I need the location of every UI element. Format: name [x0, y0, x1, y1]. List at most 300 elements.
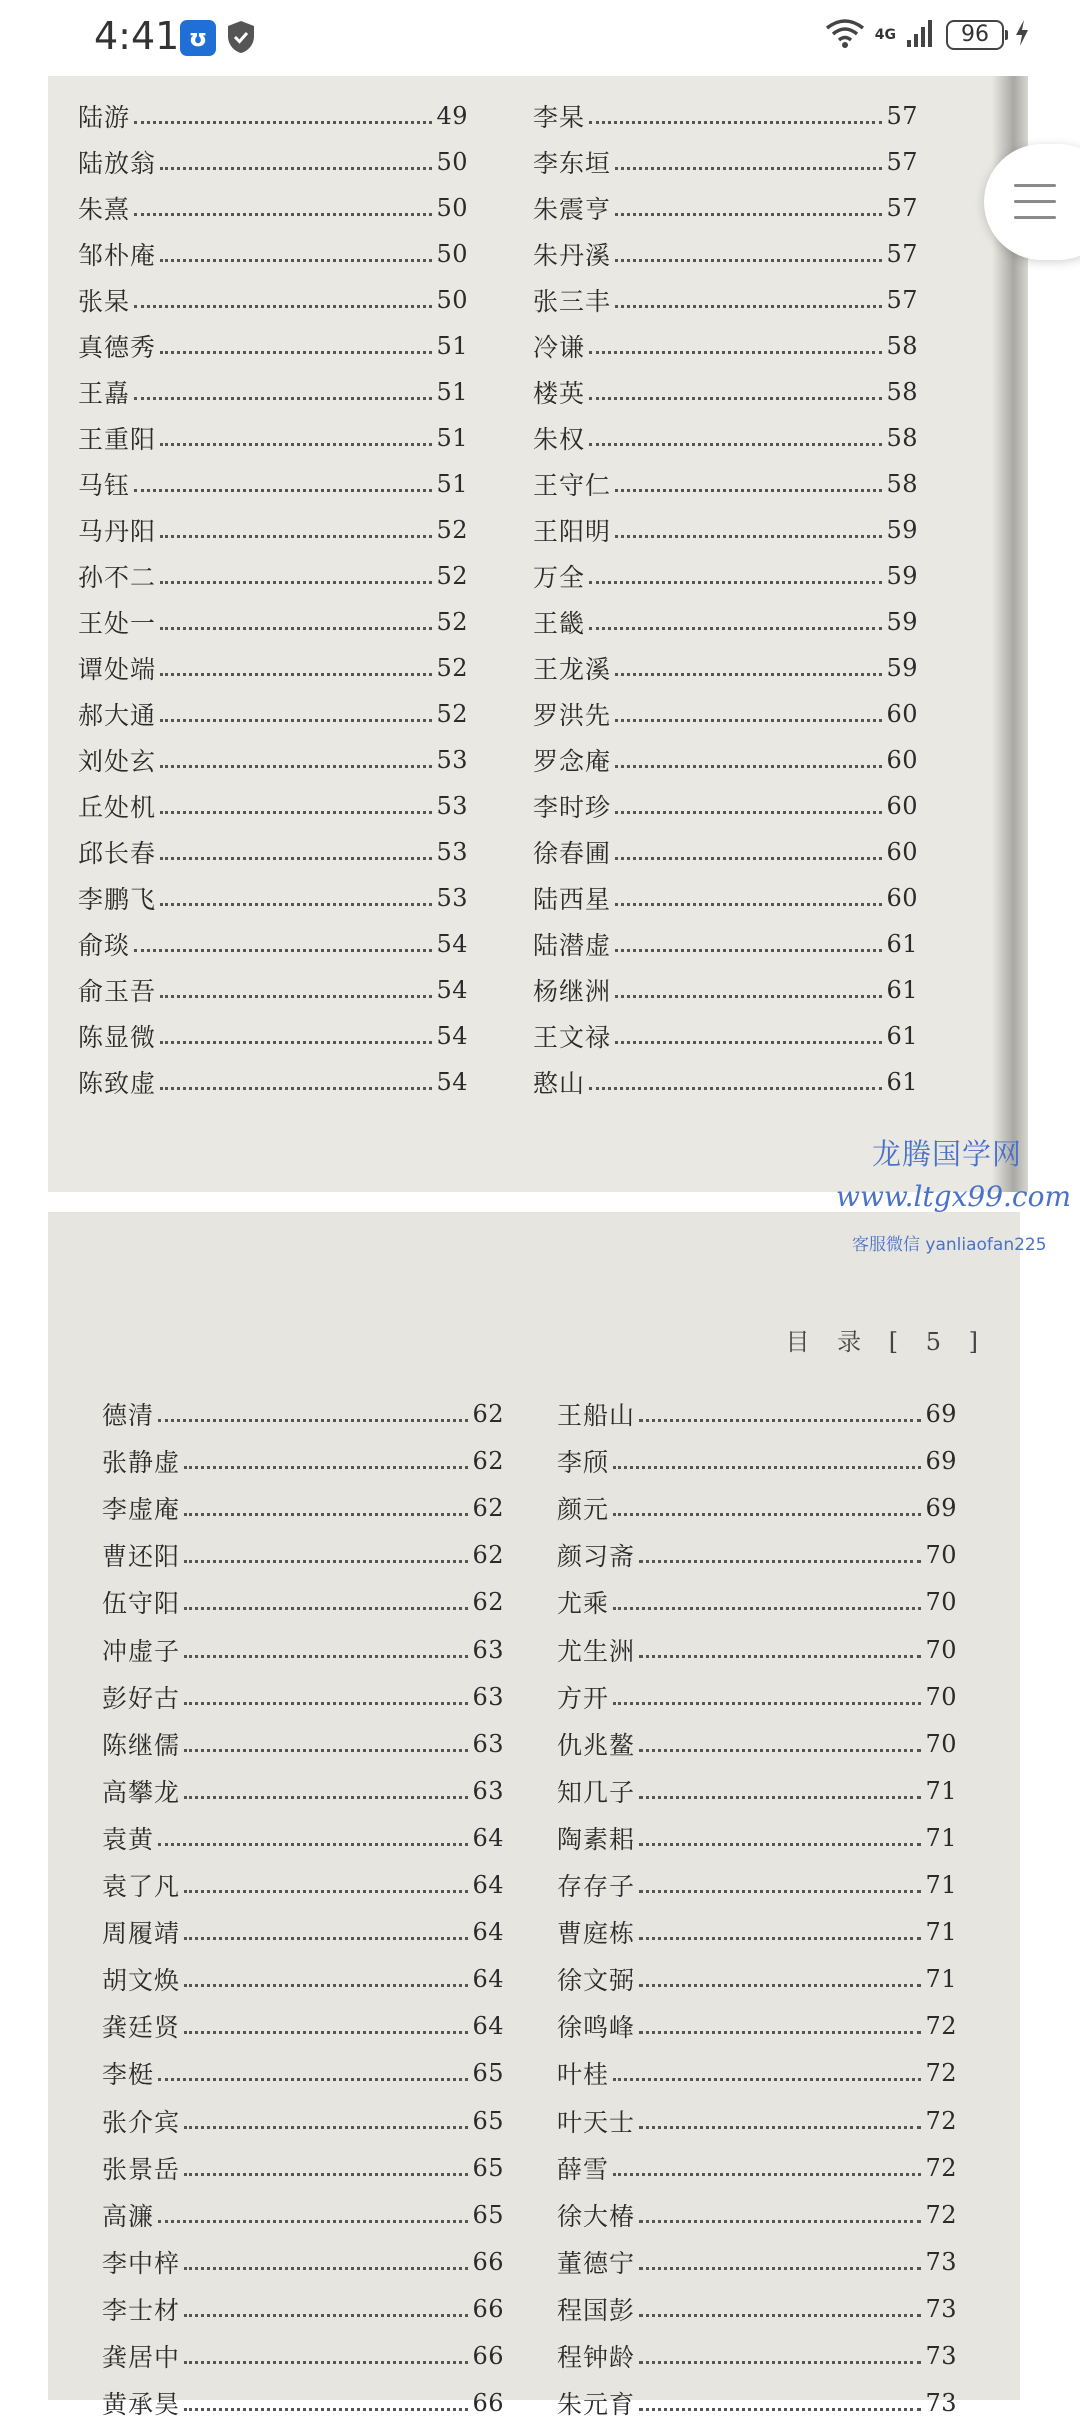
dot-leader — [615, 305, 882, 308]
toc-entry — [557, 2150, 957, 2186]
dot-leader — [615, 811, 882, 814]
dot-leader — [134, 213, 432, 216]
toc-entry — [533, 374, 918, 410]
dot-leader — [134, 949, 432, 952]
toc-entry-name: 李鹏飞 — [78, 885, 157, 914]
toc-entry-name: 张杲 — [78, 287, 131, 316]
toc-entry-name: 徐春圃 — [533, 839, 612, 868]
toc-entry — [102, 2103, 504, 2139]
dot-leader — [134, 397, 432, 400]
toc-entry-name: 张静虚 — [102, 1448, 181, 1477]
dot-leader — [184, 1937, 468, 1940]
toc-entry-name: 叶桂 — [557, 2060, 610, 2089]
dot-leader — [160, 765, 432, 768]
dot-leader — [184, 2126, 468, 2129]
toc-entry — [78, 834, 468, 870]
dot-leader — [184, 1466, 468, 1469]
toc-entry — [557, 2055, 957, 2091]
dot-leader — [184, 2314, 468, 2317]
toc-entry-page: 61 — [886, 976, 918, 1004]
dot-leader — [589, 1087, 882, 1090]
toc-entry-page: 72 — [925, 2154, 957, 2182]
toc-entry-page: 69 — [925, 1447, 957, 1475]
toc-entry-name: 罗洪先 — [533, 701, 612, 730]
dot-leader — [184, 2267, 468, 2270]
toc-entry-page: 60 — [886, 884, 918, 912]
toc-entry-page: 60 — [886, 700, 918, 728]
toc-entry — [557, 1726, 957, 1762]
toc-entry-name: 王龙溪 — [533, 655, 612, 684]
toc-entry-page: 66 — [472, 2248, 504, 2276]
dot-leader — [160, 673, 432, 676]
toc-entry — [533, 236, 918, 272]
toc-entry-name: 王阳明 — [533, 517, 612, 546]
toc-entry — [557, 2385, 957, 2421]
toc-entry-name: 方开 — [557, 1684, 610, 1713]
toc-entry-page: 50 — [436, 148, 468, 176]
toc-entry — [78, 190, 468, 226]
app-notification-icon: ʊ — [180, 20, 216, 56]
toc-entry-name: 王守仁 — [533, 471, 612, 500]
toc-entry-page: 59 — [886, 654, 918, 682]
toc-entry — [102, 1961, 504, 1997]
dot-leader — [184, 1607, 468, 1610]
page-header: 目 录 [ 5 ] — [785, 1328, 988, 1356]
dot-leader — [613, 1702, 921, 1705]
toc-entry — [78, 1018, 468, 1054]
toc-entry-page: 70 — [925, 1636, 957, 1664]
dot-leader — [158, 2220, 468, 2223]
toc-entry-page: 65 — [472, 2059, 504, 2087]
toc-entry-name: 朱震亨 — [533, 195, 612, 224]
toc-entry — [102, 1820, 504, 1856]
toc-entry — [533, 98, 918, 134]
toc-entry-page: 60 — [886, 792, 918, 820]
toc-entry-name: 李士材 — [102, 2296, 181, 2325]
toc-entry-name: 袁黄 — [102, 1825, 155, 1854]
toc-entry-name: 高攀龙 — [102, 1778, 181, 1807]
toc-entry-page: 59 — [886, 608, 918, 636]
dot-leader — [160, 1087, 432, 1090]
toc-entry-page: 63 — [472, 1730, 504, 1758]
toc-entry — [557, 1537, 957, 1573]
toc-entry-name: 李时珍 — [533, 793, 612, 822]
menu-icon — [1014, 184, 1056, 187]
dot-leader — [615, 719, 882, 722]
toc-entry-page: 52 — [436, 608, 468, 636]
toc-entry-name: 陆放翁 — [78, 149, 157, 178]
toc-entry-name: 马钰 — [78, 471, 131, 500]
toc-entry — [557, 2338, 957, 2374]
dot-leader — [134, 121, 432, 124]
toc-entry-name: 彭好古 — [102, 1684, 181, 1713]
toc-entry-name: 张介宾 — [102, 2108, 181, 2137]
toc-entry-name: 薛雪 — [557, 2155, 610, 2184]
toc-entry-name: 周履靖 — [102, 1919, 181, 1948]
toc-entry-name: 徐文弼 — [557, 1966, 636, 1995]
toc-entry — [78, 98, 468, 134]
toc-entry-page: 51 — [436, 470, 468, 498]
toc-entry-name: 张景岳 — [102, 2155, 181, 2184]
toc-entry — [78, 926, 468, 962]
toc-entry-page: 62 — [472, 1494, 504, 1522]
toc-entry-page: 70 — [925, 1683, 957, 1711]
toc-entry-name: 龚居中 — [102, 2343, 181, 2372]
toc-entry-page: 73 — [925, 2248, 957, 2276]
toc-entry-page: 57 — [886, 286, 918, 314]
toc-entry-page: 70 — [925, 1541, 957, 1569]
dot-leader — [615, 857, 882, 860]
toc-entry-page: 61 — [886, 1068, 918, 1096]
dot-leader — [160, 351, 432, 354]
toc-entry-name: 刘处玄 — [78, 747, 157, 776]
toc-entry-name: 黄承昊 — [102, 2390, 181, 2419]
toc-entry-name: 陆潜虚 — [533, 931, 612, 960]
toc-entry — [557, 1584, 957, 1620]
toc-entry — [78, 742, 468, 778]
toc-entry-name: 邱长春 — [78, 839, 157, 868]
dot-leader — [184, 2031, 468, 2034]
toc-entry-page: 50 — [436, 194, 468, 222]
toc-entry — [533, 880, 918, 916]
toc-entry — [533, 190, 918, 226]
dot-leader — [184, 1796, 468, 1799]
toc-entry — [102, 2150, 504, 2186]
status-bar — [0, 0, 1080, 76]
dot-leader — [615, 673, 882, 676]
toc-entry-name: 冲虚子 — [102, 1637, 181, 1666]
dot-leader — [184, 1560, 468, 1563]
toc-entry-page: 73 — [925, 2342, 957, 2370]
dot-leader — [589, 121, 882, 124]
toc-entry-page: 71 — [925, 1965, 957, 1993]
toc-entry — [102, 2008, 504, 2044]
toc-entry-name: 陈继儒 — [102, 1731, 181, 1760]
toc-entry — [533, 1018, 918, 1054]
dot-leader — [615, 995, 882, 998]
toc-entry-name: 王嚞 — [78, 379, 131, 408]
toc-entry — [78, 374, 468, 410]
dot-leader — [184, 2361, 468, 2364]
dot-leader — [160, 581, 432, 584]
dot-leader — [639, 1937, 921, 1940]
dot-leader — [184, 2173, 468, 2176]
toc-entry — [557, 2008, 957, 2044]
toc-entry-page: 63 — [472, 1683, 504, 1711]
dot-leader — [615, 949, 882, 952]
toc-entry — [102, 1443, 504, 1479]
toc-entry-name: 杨继洲 — [533, 977, 612, 1006]
signal-icon — [906, 18, 936, 52]
toc-entry — [533, 788, 918, 824]
toc-entry-name: 谭处端 — [78, 655, 157, 684]
toc-entry — [533, 144, 918, 180]
toc-entry-name: 朱权 — [533, 425, 586, 454]
toc-entry-name: 李杲 — [533, 103, 586, 132]
toc-entry-name: 郝大通 — [78, 701, 157, 730]
dot-leader — [184, 1655, 468, 1658]
toc-entry — [533, 1064, 918, 1100]
dot-leader — [615, 489, 882, 492]
toc-entry-page: 64 — [472, 1871, 504, 1899]
toc-entry-name: 董德宁 — [557, 2249, 636, 2278]
toc-entry-name: 丘处机 — [78, 793, 157, 822]
toc-entry-name: 张三丰 — [533, 287, 612, 316]
toc-entry-page: 64 — [472, 2012, 504, 2040]
toc-entry — [533, 834, 918, 870]
toc-entry-name: 龚廷贤 — [102, 2013, 181, 2042]
toc-entry-name: 憨山 — [533, 1069, 586, 1098]
dot-leader — [160, 857, 432, 860]
toc-entry-page: 53 — [436, 792, 468, 820]
toc-entry — [533, 972, 918, 1008]
network-type: 4G — [874, 27, 896, 43]
toc-entry-name: 俞琰 — [78, 931, 131, 960]
wifi-icon — [825, 18, 865, 52]
toc-entry-page: 72 — [925, 2201, 957, 2229]
toc-entry — [533, 420, 918, 456]
dot-leader — [615, 1041, 882, 1044]
dot-leader — [160, 627, 432, 630]
dot-leader — [134, 305, 432, 308]
toc-entry-page: 61 — [886, 1022, 918, 1050]
toc-entry-name: 李颀 — [557, 1448, 610, 1477]
toc-entry — [78, 604, 468, 640]
toc-entry-name: 仇兆鳌 — [557, 1731, 636, 1760]
dot-leader — [160, 443, 432, 446]
toc-entry-page: 64 — [472, 1824, 504, 1852]
toc-entry — [78, 328, 468, 364]
toc-entry — [557, 1914, 957, 1950]
toc-entry-page: 61 — [886, 930, 918, 958]
toc-entry — [533, 696, 918, 732]
toc-entry — [533, 466, 918, 502]
toc-entry-name: 朱元育 — [557, 2390, 636, 2419]
toc-entry-page: 65 — [472, 2201, 504, 2229]
toc-entry — [533, 604, 918, 640]
dot-leader — [613, 1466, 921, 1469]
menu-icon-line — [1014, 216, 1056, 219]
toc-entry-name: 曹庭栋 — [557, 1919, 636, 1948]
dot-leader — [160, 535, 432, 538]
toc-entry-name: 冷谦 — [533, 333, 586, 362]
toc-entry-name: 李中梓 — [102, 2249, 181, 2278]
toc-entry-name: 陈致虚 — [78, 1069, 157, 1098]
toc-entry-page: 62 — [472, 1541, 504, 1569]
toc-entry-page: 63 — [472, 1777, 504, 1805]
toc-entry-name: 陆西星 — [533, 885, 612, 914]
toc-entry — [78, 466, 468, 502]
charging-icon — [1014, 19, 1030, 51]
toc-entry-page: 52 — [436, 516, 468, 544]
toc-entry-page: 60 — [886, 838, 918, 866]
toc-entry-name: 俞玉吾 — [78, 977, 157, 1006]
toc-entry — [557, 1820, 957, 1856]
dot-leader — [589, 351, 882, 354]
dot-leader — [158, 1843, 468, 1846]
dot-leader — [589, 397, 882, 400]
toc-entry-page: 51 — [436, 378, 468, 406]
toc-entry-page: 59 — [886, 562, 918, 590]
dot-leader — [160, 167, 432, 170]
toc-entry-page: 63 — [472, 1636, 504, 1664]
dot-leader — [184, 1749, 468, 1752]
toc-entry-page: 70 — [925, 1588, 957, 1616]
toc-entry — [533, 742, 918, 778]
toc-entry — [78, 650, 468, 686]
toc-entry — [557, 2197, 957, 2233]
toc-entry — [102, 1396, 504, 1432]
toc-entry-name: 罗念庵 — [533, 747, 612, 776]
toc-entry — [557, 2244, 957, 2280]
toc-entry — [78, 420, 468, 456]
toc-entry — [78, 880, 468, 916]
toc-entry-page: 66 — [472, 2342, 504, 2370]
toc-entry — [78, 144, 468, 180]
dot-leader — [639, 2408, 921, 2411]
toc-entry — [78, 1064, 468, 1100]
toc-entry — [102, 1726, 504, 1762]
dot-leader — [158, 1419, 468, 1422]
toc-entry-page: 54 — [436, 1022, 468, 1050]
toc-entry-page: 66 — [472, 2389, 504, 2417]
dot-leader — [615, 259, 882, 262]
toc-entry-page: 62 — [472, 1400, 504, 1428]
toc-entry-page: 71 — [925, 1918, 957, 1946]
dot-leader — [134, 489, 432, 492]
toc-entry-name: 王文禄 — [533, 1023, 612, 1052]
toc-entry — [557, 1679, 957, 1715]
watermark-url: www.ltgx99.com — [836, 1180, 1072, 1213]
dot-leader — [158, 2078, 468, 2081]
dot-leader — [639, 1655, 921, 1658]
toc-entry — [557, 1773, 957, 1809]
toc-entry-page: 64 — [472, 1918, 504, 1946]
watermark-site-name: 龙腾国学网 — [872, 1137, 1023, 1171]
toc-entry-page: 58 — [886, 470, 918, 498]
toc-entry-page: 53 — [436, 838, 468, 866]
toc-entry — [557, 1961, 957, 1997]
toc-entry — [102, 2338, 504, 2374]
dot-leader — [613, 1513, 921, 1516]
toc-entry — [102, 2197, 504, 2233]
toc-entry-name: 知几子 — [557, 1778, 636, 1807]
toc-entry-page: 53 — [436, 746, 468, 774]
watermark-contact: 客服微信 yanliaofan225 — [852, 1235, 1047, 1255]
toc-entry-name: 楼英 — [533, 379, 586, 408]
toc-entry-page: 71 — [925, 1824, 957, 1852]
dot-leader — [615, 535, 882, 538]
toc-entry-page: 57 — [886, 240, 918, 268]
toc-entry-page: 57 — [886, 102, 918, 130]
toc-entry-page: 58 — [886, 332, 918, 360]
dot-leader — [639, 1419, 921, 1422]
status-time: 4:41 — [94, 14, 180, 58]
toc-entry-page: 72 — [925, 2059, 957, 2087]
toc-entry — [102, 1632, 504, 1668]
toc-entry-page: 49 — [436, 102, 468, 130]
toc-entry-page: 60 — [886, 746, 918, 774]
toc-entry-page: 53 — [436, 884, 468, 912]
toc-entry-name: 伍守阳 — [102, 1589, 181, 1618]
toc-entry — [533, 512, 918, 548]
dot-leader — [184, 2408, 468, 2411]
toc-entry-name: 陶素耜 — [557, 1825, 636, 1854]
toc-entry-page: 72 — [925, 2107, 957, 2135]
dot-leader — [639, 1843, 921, 1846]
toc-entry-name: 李梃 — [102, 2060, 155, 2089]
toc-entry-name: 王处一 — [78, 609, 157, 638]
dot-leader — [615, 903, 882, 906]
toc-entry-name: 尤乘 — [557, 1589, 610, 1618]
toc-entry-page: 51 — [436, 332, 468, 360]
toc-entry-name: 王畿 — [533, 609, 586, 638]
toc-entry-page: 71 — [925, 1777, 957, 1805]
dot-leader — [160, 811, 432, 814]
toc-entry-page: 52 — [436, 654, 468, 682]
toc-entry — [78, 788, 468, 824]
toc-entry-page: 58 — [886, 424, 918, 452]
toc-entry-name: 陆游 — [78, 103, 131, 132]
toc-entry — [102, 1914, 504, 1950]
dot-leader — [639, 1796, 921, 1799]
toc-entry-page: 50 — [436, 286, 468, 314]
toc-entry — [78, 696, 468, 732]
dot-leader — [184, 1984, 468, 1987]
toc-entry — [102, 1537, 504, 1573]
toc-entry — [533, 926, 918, 962]
dot-leader — [639, 1984, 921, 1987]
dot-leader — [639, 2126, 921, 2129]
dot-leader — [639, 2031, 921, 2034]
toc-entry-name: 胡文焕 — [102, 1966, 181, 1995]
toc-entry-name: 徐大椿 — [557, 2202, 636, 2231]
toc-entry — [102, 1490, 504, 1526]
toc-entry-name: 德清 — [102, 1401, 155, 1430]
toc-entry — [78, 972, 468, 1008]
dot-leader — [615, 765, 882, 768]
dot-leader — [613, 2173, 921, 2176]
toc-entry-page: 73 — [925, 2295, 957, 2323]
dot-leader — [184, 1890, 468, 1893]
toc-entry — [533, 328, 918, 364]
toc-entry-name: 程国彭 — [557, 2296, 636, 2325]
toc-entry-name: 颜元 — [557, 1495, 610, 1524]
toc-entry — [557, 1396, 957, 1432]
toc-entry — [557, 2291, 957, 2327]
dot-leader — [589, 443, 882, 446]
dot-leader — [639, 1749, 921, 1752]
dot-leader — [639, 2361, 921, 2364]
toc-entry-page: 71 — [925, 1871, 957, 1899]
shield-check-icon — [226, 20, 256, 58]
toc-entry-page: 64 — [472, 1965, 504, 1993]
toc-entry-page: 73 — [925, 2389, 957, 2417]
dot-leader — [160, 259, 432, 262]
dot-leader — [639, 1890, 921, 1893]
toc-entry-page: 54 — [436, 930, 468, 958]
toc-entry-page: 62 — [472, 1588, 504, 1616]
toc-entry-name: 真德秀 — [78, 333, 157, 362]
dot-leader — [160, 903, 432, 906]
toc-entry-page: 50 — [436, 240, 468, 268]
toc-entry-page: 65 — [472, 2154, 504, 2182]
dot-leader — [615, 167, 882, 170]
toc-entry — [533, 650, 918, 686]
dot-leader — [615, 213, 882, 216]
toc-entry — [557, 1632, 957, 1668]
toc-entry-name: 徐鸣峰 — [557, 2013, 636, 2042]
